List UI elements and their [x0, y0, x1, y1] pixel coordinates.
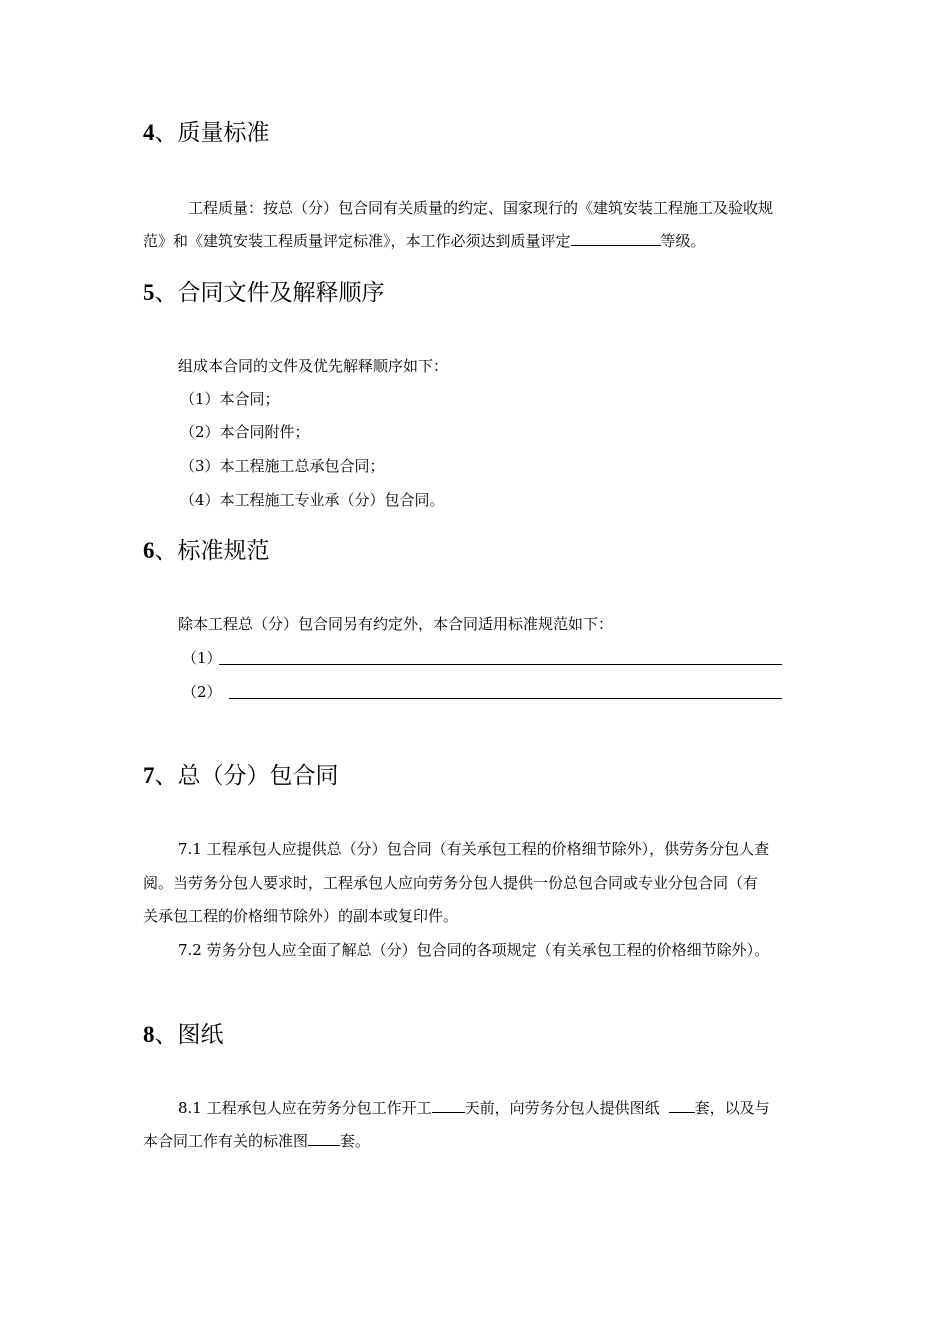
section-title: 、质量标准: [154, 120, 270, 146]
section-number: 6: [143, 538, 155, 563]
contract-docs-intro: 组成本合同的文件及优先解释顺序如下：: [178, 357, 449, 375]
section-4-heading: [143, 118, 270, 148]
standard-item-1-blank[interactable]: [219, 664, 782, 665]
standards-intro: 除本工程总（分）包合同另有约定外，本合同适用标准规范如下：: [178, 615, 614, 633]
quality-line-2: [143, 231, 706, 251]
quality-line-2-text: 范》和《建筑安装工程质量评定标准》，本工作必须达到质量评定: [143, 232, 571, 250]
days-blank[interactable]: [432, 1098, 465, 1113]
quality-grade-blank[interactable]: [571, 231, 661, 246]
clause-7-2: 7.2 劳务分包人应全面了解总（分）包合同的各项规定（有关承包工程的价格细节除外）。: [178, 941, 770, 959]
clause-8-1-line-1: [178, 1098, 770, 1118]
standard-item-2-label: （2）: [182, 683, 222, 701]
drawings-sets-blank[interactable]: [669, 1098, 695, 1113]
list-item: （1）本合同；: [180, 390, 280, 408]
clause-8-1-text-a: 8.1 工程承包人应在劳务分包工作开工: [178, 1099, 432, 1117]
quality-line-2-end: 等级。: [660, 232, 706, 250]
standard-item-2-blank[interactable]: [229, 698, 782, 699]
clause-7-1-line-3: 关承包工程的价格细节除外）的副本或复印件。: [143, 907, 459, 925]
standard-item-1-label: （1）: [182, 649, 222, 667]
list-item: （2）本合同附件；: [180, 423, 310, 441]
section-number: 7: [143, 763, 155, 788]
clause-8-1-line-2: [143, 1131, 370, 1151]
section-number: 8: [143, 1022, 155, 1047]
section-title: 、图纸: [154, 1022, 224, 1048]
section-7-heading: [143, 761, 339, 791]
clause-8-1-text-e: 套。: [340, 1132, 371, 1150]
list-item: （3）本工程施工总承包合同；: [180, 457, 385, 475]
list-item: （4）本工程施工专业承（分）包合同。: [180, 491, 445, 509]
section-6-heading: [143, 536, 270, 566]
clause-8-1-text-c: 套，以及与: [694, 1099, 770, 1117]
section-title: 、标准规范: [154, 538, 270, 564]
clause-7-1-line-2: 阅。当劳务分包人要求时，工程承包人应向劳务分包人提供一份总包合同或专业分包合同（有: [143, 874, 759, 892]
section-5-heading: [143, 278, 385, 308]
quality-line-1: 工程质量：按总（分）包合同有关质量的约定、国家现行的《建筑安装工程施工及验收规: [188, 199, 774, 217]
section-title: 、总（分）包合同: [154, 763, 339, 789]
section-title: 、合同文件及解释顺序: [154, 280, 385, 306]
section-8-heading: [143, 1020, 224, 1050]
clause-8-1-text-d: 本合同工作有关的标准图: [143, 1132, 309, 1150]
clause-8-1-text-b: 天前，向劳务分包人提供图纸: [464, 1099, 660, 1117]
standard-drawings-sets-blank[interactable]: [308, 1131, 340, 1146]
section-number: 4: [143, 120, 155, 145]
clause-7-1-line-1: 7.1 工程承包人应提供总（分）包合同（有关承包工程的价格细节除外），供劳务分包人查: [178, 840, 770, 858]
section-number: 5: [143, 280, 155, 305]
